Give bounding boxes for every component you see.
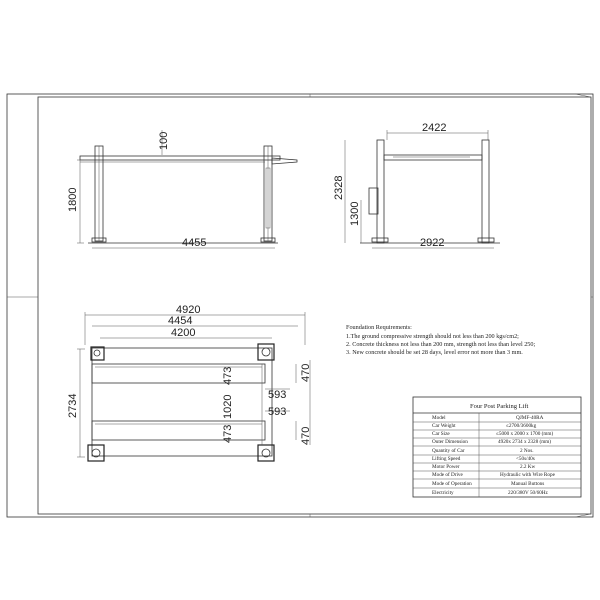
spec-row-label: Mode of Operation bbox=[432, 481, 472, 487]
plan-right-bottom-dim: 470 bbox=[300, 426, 312, 445]
spec-row-label: Car Weight bbox=[432, 423, 456, 429]
spec-row-value: 220/380V 50/60Hz bbox=[508, 490, 548, 496]
spec-row-value: ≤5000 x 2000 x 1700 (mm) bbox=[496, 431, 554, 437]
plan-offset-bottom-dim: 593 bbox=[268, 406, 287, 418]
plan-mid-length-dim: 4454 bbox=[168, 315, 193, 327]
plan-offset-top-dim: 593 bbox=[268, 389, 287, 401]
spec-row-label: Quantity of Car bbox=[432, 448, 465, 454]
side-total-height-dim: 2328 bbox=[333, 175, 345, 200]
spec-row-label: Electricity bbox=[432, 490, 454, 496]
side-lift-height-dim: 1300 bbox=[349, 201, 361, 226]
front-beam-dim: 100 bbox=[158, 131, 170, 150]
spec-row-value: QJMF-40RA bbox=[516, 415, 544, 421]
spec-row-value: Manual Buttons bbox=[511, 481, 545, 487]
side-bottom-width-dim: 2922 bbox=[420, 237, 445, 249]
spec-row-label: Motor Power bbox=[432, 464, 460, 470]
plan-width-dim: 2734 bbox=[67, 393, 79, 418]
plan-outer-length-dim: 4920 bbox=[176, 304, 201, 316]
front-view bbox=[77, 130, 297, 248]
side-top-width-dim: 2422 bbox=[422, 122, 447, 134]
foundation-item-1: 1.The ground compressive strength should not less than 200 kgs/cm2; bbox=[346, 333, 519, 340]
spec-row-label: Outer Dimension bbox=[432, 439, 468, 445]
foundation-item-2: 2. Concrete thickness not less than 200 mm, strength not less than level 250; bbox=[346, 341, 536, 348]
plan-right-top-dim: 470 bbox=[300, 363, 312, 382]
front-length-dim: 4455 bbox=[182, 237, 207, 249]
spec-row-value: ≤2700/3600kg bbox=[506, 423, 537, 429]
spec-row-label: Lifting Speed bbox=[432, 456, 461, 462]
spec-row-label: Mode of Drive bbox=[432, 472, 463, 478]
plan-gap-dim: 1020 bbox=[222, 394, 234, 419]
plan-inner-length-dim: 4200 bbox=[171, 327, 196, 339]
foundation-heading: Foundation Requirements: bbox=[346, 324, 412, 331]
foundation-item-3: 3. New concrete should be set 28 days, level error not more than 3 mm. bbox=[346, 349, 523, 356]
spec-row-value: 2 Nos. bbox=[520, 448, 534, 454]
front-height-dim: 1800 bbox=[67, 187, 79, 212]
spec-row-value: 2.2 Kw bbox=[520, 464, 536, 470]
side-view bbox=[345, 130, 500, 248]
plan-runway-top-dim: 473 bbox=[222, 366, 234, 385]
spec-row-value: 4920x 2734 x 2328 (mm) bbox=[498, 439, 552, 445]
spec-row-value: <50s/40s bbox=[516, 456, 535, 462]
spec-table-title: Four Post Parking Lift bbox=[470, 403, 529, 410]
spec-row-label: Car Size bbox=[432, 431, 450, 437]
spec-row-label: Model bbox=[432, 415, 446, 421]
spec-row-value: Hydraulic with Wire Rope bbox=[500, 472, 555, 478]
plan-runway-bottom-dim: 473 bbox=[222, 424, 234, 443]
